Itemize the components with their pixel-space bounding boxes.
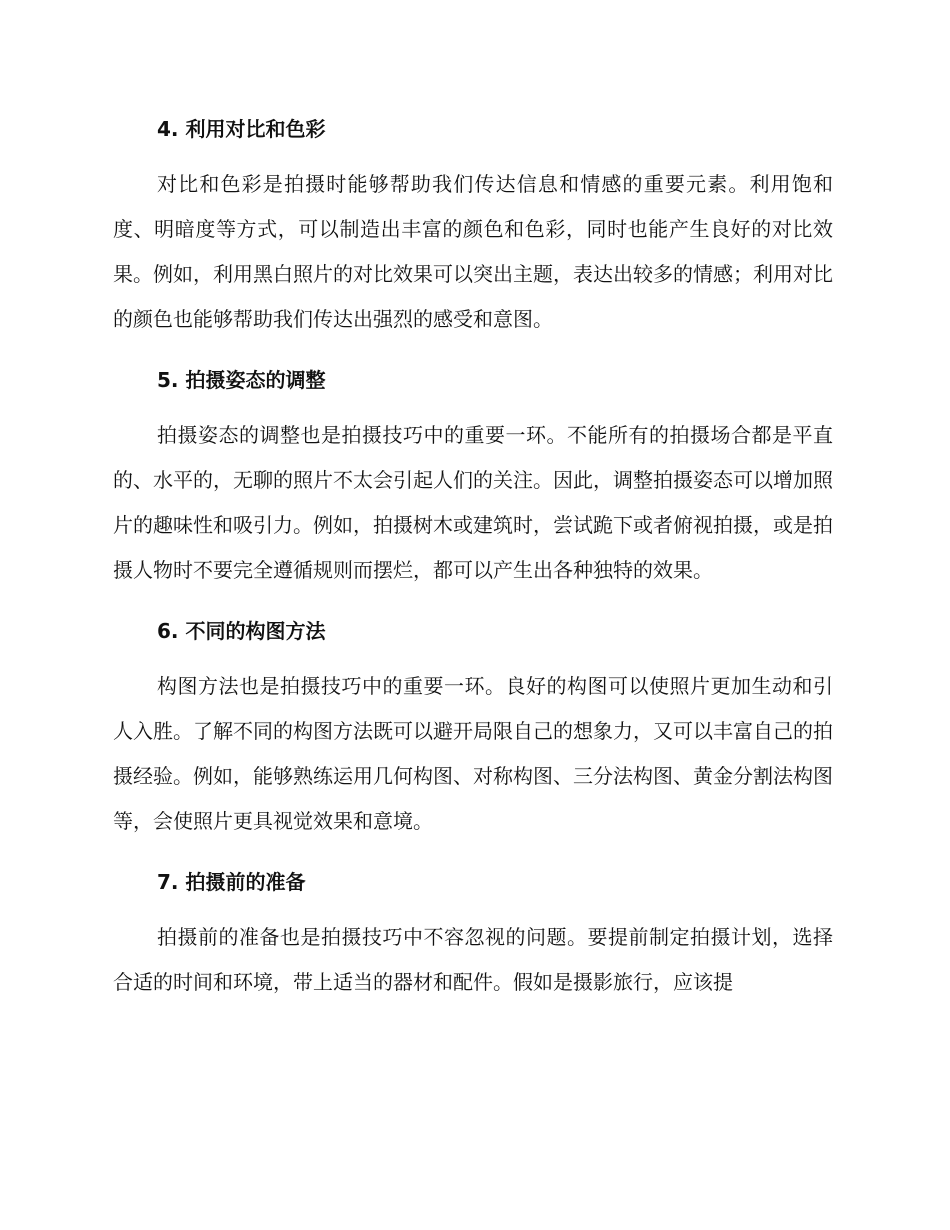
section-paragraph-7: 拍摄前的准备也是拍摄技巧中不容忽视的问题。要提前制定拍摄计划，选择合适的时间和环境，带上适当的器材和配件。假如是摄影旅行，应该提	[113, 925, 833, 994]
section-heading-5: 5. 拍摄姿态的调整	[157, 368, 326, 392]
section-heading-6: 6. 不同的构图方法	[157, 619, 326, 643]
section-heading-4: 4. 利用对比和色彩	[157, 117, 326, 141]
document-content	[113, 111, 833, 1025]
section-paragraph-4: 对比和色彩是拍摄时能够帮助我们传达信息和情感的重要元素。利用饱和度、明暗度等方式，可以制造出丰富的颜色和色彩，同时也能产生良好的对比效果。例如，利用黑白照片的对比效果可以突出主题，表达出较多的情感；利用对比的颜色也能够帮助我们传达出强烈的感受和意图。	[113, 172, 833, 331]
section-heading-7: 7. 拍摄前的准备	[157, 870, 306, 894]
section-paragraph-6: 构图方法也是拍摄技巧中的重要一环。良好的构图可以使照片更加生动和引人入胜。了解不同的构图方法既可以避开局限自己的想象力，又可以丰富自己的拍摄经验。例如，能够熟练运用几何构图、对称构图、三分法构图、黄金分割法构图等，会使照片更具视觉效果和意境。	[113, 674, 833, 833]
section-paragraph-5: 拍摄姿态的调整也是拍摄技巧中的重要一环。不能所有的拍摄场合都是平直的、水平的，无聊的照片不太会引起人们的关注。因此，调整拍摄姿态可以增加照片的趣味性和吸引力。例如，拍摄树木或建筑时，尝试跪下或者俯视拍摄，或是拍摄人物时不要完全遵循规则而摆烂，都可以产生出各种独特的效果。	[113, 423, 833, 582]
